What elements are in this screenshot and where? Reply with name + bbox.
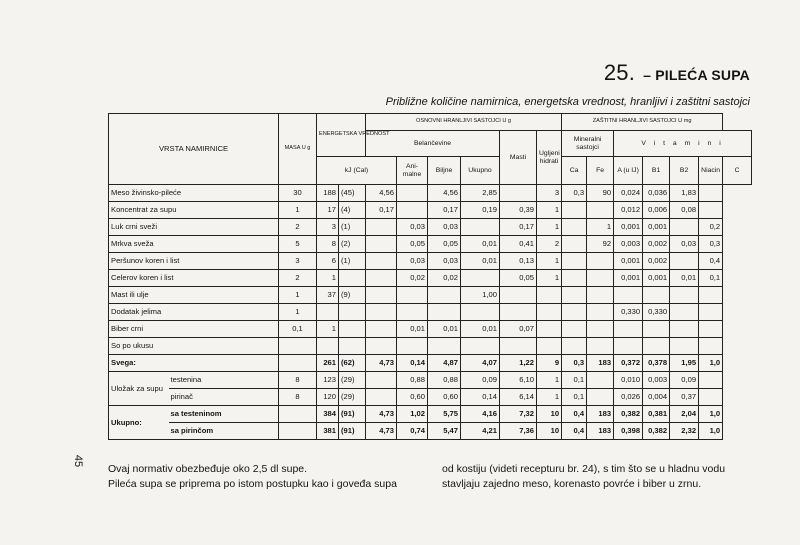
cell-b1: 0,372: [614, 355, 643, 372]
cell-ca: [537, 321, 562, 338]
cell-b2: 0,001: [643, 270, 670, 287]
cell-c: 1,0: [699, 423, 723, 440]
cell-masa: 8: [279, 389, 317, 406]
cell-nia: 0,03: [670, 236, 699, 253]
header-b1: B1: [643, 157, 670, 185]
cell-cal: (29): [339, 372, 366, 389]
cell-cal: (1): [339, 219, 366, 236]
cell-a: 183: [587, 355, 614, 372]
cell-c: 1,0: [699, 355, 723, 372]
table-row: [109, 270, 752, 287]
cell-uk: [428, 304, 461, 321]
cell-b2: 0,001: [643, 219, 670, 236]
cell-a: [587, 321, 614, 338]
cell-anim: [366, 287, 397, 304]
cell-masti: 0,01: [461, 236, 500, 253]
cell-a: 92: [587, 236, 614, 253]
cell-b1: 0,330: [614, 304, 643, 321]
cell-b2: 0,002: [643, 253, 670, 270]
header-zastitni: ZAŠTITNI HRANLJIVI SASTOJCI U mg: [562, 114, 723, 131]
cell-b1: 0,024: [614, 185, 643, 202]
cell-masa: 1: [279, 287, 317, 304]
cell-cal: (91): [339, 406, 366, 423]
row-name: So po ukusu: [109, 338, 279, 355]
row-name: Biber crni: [109, 321, 279, 338]
cell-kj: 6: [317, 253, 339, 270]
cell-ca: 9: [537, 355, 562, 372]
cell-masa: 8: [279, 372, 317, 389]
cell-fe: [562, 219, 587, 236]
cell-ca: 10: [537, 406, 562, 423]
cell-b1: 0,001: [614, 253, 643, 270]
cell-a: [587, 389, 614, 406]
header-belancevine: Belančevine: [366, 131, 500, 157]
cell-b1: 0,001: [614, 219, 643, 236]
cell-uk: [428, 338, 461, 355]
cell-masti: 4,16: [461, 406, 500, 423]
cell-b1: 0,026: [614, 389, 643, 406]
cell-masa: [279, 338, 317, 355]
footer-left: [108, 462, 397, 492]
cell-masa: 1: [279, 202, 317, 219]
cell-kj: 188: [317, 185, 339, 202]
cell-masa: 30: [279, 185, 317, 202]
row-name: Luk crni sveži: [109, 219, 279, 236]
cell-anim: [366, 321, 397, 338]
cell-masti: 0,09: [461, 372, 500, 389]
cell-masa: 1: [279, 304, 317, 321]
cell-ugh: [500, 338, 537, 355]
header-fe: Fe: [587, 157, 614, 185]
cell-ugh: 0,41: [500, 236, 537, 253]
footer-line: stavljaju zajedno meso, korenasto povrće i biber u zrnu.: [442, 478, 702, 490]
cell-cal: [339, 270, 366, 287]
header-c: C: [723, 157, 752, 185]
cell-anim: [366, 219, 397, 236]
cell-cal: (62): [339, 355, 366, 372]
cell-uk: 0,17: [428, 202, 461, 219]
cell-c: 0,1: [699, 270, 723, 287]
cell-nia: 0,37: [670, 389, 699, 406]
cell-cal: (9): [339, 287, 366, 304]
cell-a: [587, 287, 614, 304]
row-name: sa testeninom: [169, 406, 279, 423]
table-row: [109, 304, 752, 321]
cell-anim: 4,73: [366, 423, 397, 440]
cell-b2: 0,330: [643, 304, 670, 321]
cell-ugh: [500, 185, 537, 202]
cell-ugh: 0,17: [500, 219, 537, 236]
cell-b2: 0,036: [643, 185, 670, 202]
cell-anim: 4,73: [366, 406, 397, 423]
cell-nia: 1,95: [670, 355, 699, 372]
cell-masti: [461, 219, 500, 236]
ukupno-row: [109, 423, 752, 440]
cell-b1: 0,001: [614, 270, 643, 287]
cell-ugh: 6,14: [500, 389, 537, 406]
cell-c: [699, 372, 723, 389]
cell-kj: [317, 304, 339, 321]
cell-uk: 0,03: [428, 253, 461, 270]
cell-uk: 0,02: [428, 270, 461, 287]
cell-anim: [366, 389, 397, 406]
cell-fe: 0,4: [562, 423, 587, 440]
cell-fe: 0,3: [562, 185, 587, 202]
cell-ca: [537, 338, 562, 355]
cell-c: [699, 338, 723, 355]
cell-ca: 2: [537, 236, 562, 253]
header-masa: MASA U g: [279, 114, 317, 185]
cell-b1: [614, 338, 643, 355]
cell-cal: [339, 304, 366, 321]
cell-anim: [366, 338, 397, 355]
cell-uk: 4,87: [428, 355, 461, 372]
header-b2: B2: [670, 157, 699, 185]
cell-a: 90: [587, 185, 614, 202]
ukupno-label: Ukupno:: [109, 406, 169, 440]
cell-b1: 0,398: [614, 423, 643, 440]
cell-a: [587, 253, 614, 270]
cell-fe: [562, 287, 587, 304]
cell-ugh: 6,10: [500, 372, 537, 389]
table-row: [109, 202, 752, 219]
cell-nia: 2,04: [670, 406, 699, 423]
header-animalne: Ani-malne: [397, 157, 428, 185]
header-energetska: ENERGETSKA VREDNOST: [317, 114, 366, 157]
cell-c: 0,2: [699, 219, 723, 236]
cell-masti: [461, 304, 500, 321]
cell-ugh: 0,07: [500, 321, 537, 338]
row-name: sa pirinčom: [169, 423, 279, 440]
cell-masa: [279, 423, 317, 440]
cell-kj: 120: [317, 389, 339, 406]
table-row: [109, 219, 752, 236]
total-row: [109, 355, 752, 372]
cell-kj: 8: [317, 236, 339, 253]
cell-ugh: 0,13: [500, 253, 537, 270]
ukupno-row: [109, 406, 752, 423]
table-row: [109, 287, 752, 304]
cell-kj: 261: [317, 355, 339, 372]
cell-masti: 0,01: [461, 253, 500, 270]
cell-nia: [670, 304, 699, 321]
cell-nia: 0,09: [670, 372, 699, 389]
cell-fe: 0,3: [562, 355, 587, 372]
cell-kj: 381: [317, 423, 339, 440]
cell-a: [587, 202, 614, 219]
table-subtitle: Približne količine namirnica, energetska vrednost, hranljivi i zaštitni sastojci: [385, 96, 750, 108]
cell-b2: 0,382: [643, 423, 670, 440]
cell-fe: 0,1: [562, 389, 587, 406]
cell-cal: [339, 338, 366, 355]
cell-masa: 5: [279, 236, 317, 253]
cell-anim: [366, 304, 397, 321]
cell-b1: 0,012: [614, 202, 643, 219]
row-name: Meso živinsko-pileće: [109, 185, 279, 202]
table-row: [109, 185, 752, 202]
header-minerali: Mineralni sastojci: [562, 131, 614, 157]
cell-masa: 3: [279, 253, 317, 270]
cell-b1: 0,010: [614, 372, 643, 389]
cell-fe: [562, 304, 587, 321]
header-vitamini: V i t a m i n i: [614, 131, 752, 157]
cell-cal: (1): [339, 253, 366, 270]
cell-b1: 0,003: [614, 236, 643, 253]
ulozak-row: [109, 389, 752, 406]
cell-bilj: 0,03: [397, 219, 428, 236]
cell-ca: 3: [537, 185, 562, 202]
cell-cal: (29): [339, 389, 366, 406]
cell-cal: (91): [339, 423, 366, 440]
cell-masti: 0,14: [461, 389, 500, 406]
cell-masti: [461, 270, 500, 287]
cell-a: 183: [587, 406, 614, 423]
cell-bilj: [397, 185, 428, 202]
cell-fe: [562, 202, 587, 219]
header-ugljeni: Ugljeni hidrati: [537, 131, 562, 185]
cell-b1: 0,382: [614, 406, 643, 423]
row-name: testenina: [169, 372, 279, 389]
cell-fe: [562, 236, 587, 253]
cell-ca: 1: [537, 270, 562, 287]
cell-ca: 1: [537, 253, 562, 270]
cell-uk: 0,05: [428, 236, 461, 253]
cell-uk: 0,01: [428, 321, 461, 338]
cell-masti: 4,21: [461, 423, 500, 440]
cell-ca: 1: [537, 389, 562, 406]
cell-fe: 0,4: [562, 406, 587, 423]
cell-c: 0,3: [699, 236, 723, 253]
cell-masti: 0,01: [461, 321, 500, 338]
cell-b2: 0,003: [643, 372, 670, 389]
cell-bilj: 0,02: [397, 270, 428, 287]
cell-cal: (45): [339, 185, 366, 202]
cell-b1: [614, 321, 643, 338]
cell-fe: [562, 253, 587, 270]
cell-masti: [461, 338, 500, 355]
cell-masa: [279, 406, 317, 423]
cell-a: [587, 372, 614, 389]
cell-masti: 1,00: [461, 287, 500, 304]
cell-nia: [670, 287, 699, 304]
cell-cal: (2): [339, 236, 366, 253]
table-row: [109, 253, 752, 270]
row-name: Dodatak jelima: [109, 304, 279, 321]
cell-nia: 0,08: [670, 202, 699, 219]
cell-ca: [537, 304, 562, 321]
cell-uk: 0,60: [428, 389, 461, 406]
cell-uk: 5,75: [428, 406, 461, 423]
cell-c: 0,4: [699, 253, 723, 270]
cell-c: [699, 185, 723, 202]
cell-uk: 4,56: [428, 185, 461, 202]
cell-ugh: [500, 287, 537, 304]
cell-nia: [670, 321, 699, 338]
header-ca: Ca: [562, 157, 587, 185]
cell-bilj: 0,01: [397, 321, 428, 338]
cell-kj: 123: [317, 372, 339, 389]
cell-b2: 0,006: [643, 202, 670, 219]
cell-bilj: [397, 304, 428, 321]
cell-cal: [339, 321, 366, 338]
row-name: Svega:: [109, 355, 279, 372]
cell-anim: 4,73: [366, 355, 397, 372]
cell-nia: [670, 219, 699, 236]
cell-nia: [670, 338, 699, 355]
row-name: Koncentrat za supu: [109, 202, 279, 219]
cell-nia: 1,83: [670, 185, 699, 202]
header-osnovni: OSNOVNI HRANLJIVI SASTOJCI U g: [366, 114, 562, 131]
cell-bilj: 0,88: [397, 372, 428, 389]
cell-kj: 17: [317, 202, 339, 219]
cell-uk: 0,03: [428, 219, 461, 236]
cell-c: [699, 304, 723, 321]
cell-bilj: [397, 202, 428, 219]
page-number: 45: [72, 454, 85, 468]
cell-kj: 1: [317, 270, 339, 287]
cell-c: [699, 287, 723, 304]
cell-kj: 1: [317, 321, 339, 338]
nutrition-table: [108, 113, 752, 440]
footer-line: od kostiju (videti recepturu br. 24), s tim što se u hladnu vodu: [442, 463, 726, 475]
cell-ca: 10: [537, 423, 562, 440]
cell-nia: 0,01: [670, 270, 699, 287]
table-row: [109, 338, 752, 355]
header-ukupno: Ukupno: [461, 157, 500, 185]
cell-ugh: [500, 304, 537, 321]
cell-anim: [366, 372, 397, 389]
cell-ugh: 7,32: [500, 406, 537, 423]
cell-kj: 3: [317, 219, 339, 236]
cell-ca: 1: [537, 202, 562, 219]
cell-bilj: 0,03: [397, 253, 428, 270]
cell-a: [587, 338, 614, 355]
footer-right: [442, 462, 725, 492]
row-name: Peršunov koren i list: [109, 253, 279, 270]
header-masti: Masti: [500, 131, 537, 185]
cell-bilj: 0,14: [397, 355, 428, 372]
cell-anim: 0,17: [366, 202, 397, 219]
cell-anim: [366, 270, 397, 287]
cell-b2: [643, 321, 670, 338]
header-niacin: Niacin: [699, 157, 723, 185]
cell-c: [699, 389, 723, 406]
cell-b2: 0,002: [643, 236, 670, 253]
cell-kj: 384: [317, 406, 339, 423]
cell-ugh: 0,05: [500, 270, 537, 287]
cell-kj: [317, 338, 339, 355]
cell-masti: 0,19: [461, 202, 500, 219]
cell-masa: 2: [279, 270, 317, 287]
header-vitamin-a: A (u IJ): [614, 157, 643, 185]
cell-bilj: [397, 287, 428, 304]
recipe-number: 25.: [603, 60, 636, 85]
cell-nia: 2,32: [670, 423, 699, 440]
cell-a: 183: [587, 423, 614, 440]
cell-anim: [366, 236, 397, 253]
cell-bilj: 0,74: [397, 423, 428, 440]
cell-ca: [537, 287, 562, 304]
cell-anim: 4,56: [366, 185, 397, 202]
cell-fe: 0,1: [562, 372, 587, 389]
row-name: Mrkva sveža: [109, 236, 279, 253]
cell-b2: 0,378: [643, 355, 670, 372]
cell-masti: 4,07: [461, 355, 500, 372]
cell-anim: [366, 253, 397, 270]
cell-a: [587, 304, 614, 321]
header-vrsta: VRSTA NAMIRNICE: [109, 114, 279, 185]
row-name: pirinač: [169, 389, 279, 406]
cell-bilj: [397, 338, 428, 355]
cell-ugh: 7,36: [500, 423, 537, 440]
cell-ca: 1: [537, 372, 562, 389]
footer-line: Pileća supa se priprema po istom postupku kao i goveđa supa: [108, 478, 397, 490]
cell-a: [587, 270, 614, 287]
cell-c: [699, 202, 723, 219]
ulozak-row: [109, 372, 752, 389]
cell-ugh: 0,39: [500, 202, 537, 219]
cell-bilj: 1,02: [397, 406, 428, 423]
footer-line: Ovaj normativ obezbeđuje oko 2,5 dl supe.: [108, 463, 308, 475]
cell-masa: [279, 355, 317, 372]
row-name: Mast ili ulje: [109, 287, 279, 304]
cell-ugh: 1,22: [500, 355, 537, 372]
cell-nia: [670, 253, 699, 270]
cell-uk: 0,88: [428, 372, 461, 389]
cell-masa: 0,1: [279, 321, 317, 338]
cell-bilj: 0,05: [397, 236, 428, 253]
recipe-name: – PILEĆA SUPA: [643, 67, 750, 83]
cell-b1: [614, 287, 643, 304]
cell-masa: 2: [279, 219, 317, 236]
cell-fe: [562, 321, 587, 338]
cell-b2: [643, 338, 670, 355]
header-biljne: Biljne: [428, 157, 461, 185]
cell-bilj: 0,60: [397, 389, 428, 406]
table-row: [109, 321, 752, 338]
cell-kj: 37: [317, 287, 339, 304]
row-name: Celerov koren i list: [109, 270, 279, 287]
table-row: [109, 236, 752, 253]
cell-c: 1,0: [699, 406, 723, 423]
cell-fe: [562, 338, 587, 355]
cell-cal: (4): [339, 202, 366, 219]
cell-b2: 0,004: [643, 389, 670, 406]
cell-b2: 0,381: [643, 406, 670, 423]
cell-b2: [643, 287, 670, 304]
header-kj: kJ (Cal): [317, 157, 397, 185]
cell-uk: [428, 287, 461, 304]
ulozak-label: Uložak za supu: [109, 372, 169, 406]
cell-uk: 5,47: [428, 423, 461, 440]
cell-masti: 2,85: [461, 185, 500, 202]
cell-a: 1: [587, 219, 614, 236]
recipe-title: [604, 60, 750, 86]
cell-fe: [562, 270, 587, 287]
cell-c: [699, 321, 723, 338]
cell-ca: 1: [537, 219, 562, 236]
